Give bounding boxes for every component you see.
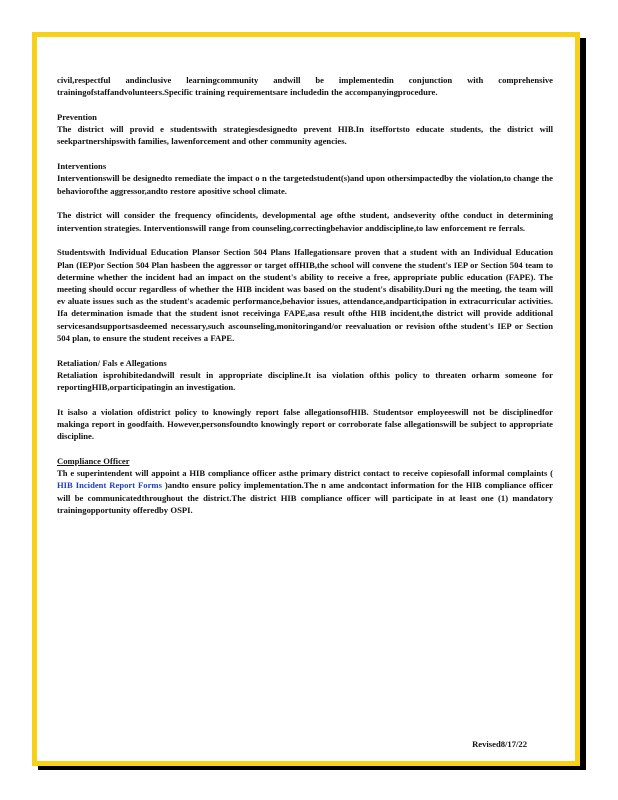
document-body: [57, 74, 553, 529]
page-frame: [32, 32, 580, 766]
retaliation-heading: Retaliation/ Fals e Allegations: [57, 357, 167, 368]
revised-date: Revised8/17/22: [472, 739, 527, 749]
prevention-section: [57, 111, 553, 148]
interventions-section: [57, 160, 553, 197]
intro-paragraph: civil,respectful andinclusive learningcommunity andwill be implementedin conjunction with comprehensive trainingofstaffandvolunteers.Specific training requirementsare includedin the accompanyingprocedure.: [57, 75, 553, 98]
interventions-strategies-paragraph: The district will consider the frequency ofincidents, developmental age ofthe student, andseverity ofthe conduct in determining intervention strategies. Interventionswill range from counseling,correctingbehavior anddiscipline,to law enforcement re ferrals.: [57, 210, 553, 233]
compliance-section: [57, 455, 553, 516]
interventions-heading: Interventions: [57, 161, 107, 172]
false-allegations-paragraph: It isalso a violation ofdistrict policy to knowingly report false allegationsofHIB. Studentsor employeeswill not be disciplinedfor makinga report in goodfaith. However,personsfoundto knowingly report or corroborate false allegationswill be subject to appropriate discipline.: [57, 406, 553, 442]
compliance-heading: Compliance Officer: [57, 456, 130, 467]
hib-incident-report-forms-link[interactable]: HIB Incident Report Forms: [57, 480, 162, 491]
retaliation-section: [57, 357, 553, 394]
compliance-text-after-link: )andto ensure policy implementation.The n ame andcontact information for the HIB compliance officer will be communicatedthroughout the district.The district HIB compliance officer will participate in at least one (1) mandatory trainingopportunity offeredby OSPI.: [57, 480, 553, 515]
compliance-text-before-link: Th e superintendent will appoint a HIB compliance officer asthe primary district contact to receive copiesofall informal complaints (: [57, 468, 553, 479]
iep-paragraph: Studentswith Individual Education Plansor Section 504 Plans Ifallegationsare proven that a student with an Individual Education Plan (IEP)or Section 504 Plan hasbeen the aggressor or target offHIB,the school will convene the student's IEP or Section 504 team to determine whether the incident had an impact on the student's ability to receive a free, appropriate public education (FAPE). The meeting should occur regardless of whether the HIB incident was based on the student's disability.Duri ng the meeting, the team will ev aluate issues such as the student's academic performance,behavior issues, attendance,andparticipation in extracurricular activities. Ifa determination ismade that the student isnot receivinga FAPE,asa result ofthe HIB incident,the district will provide additional servicesandsupportsasdeemed necessary,such ascounseling,monitoringand/or reevaluation or revision ofthe student's IEP or Section 504 plan, to ensure the student receives a FAPE.: [57, 247, 553, 343]
retaliation-text: Retaliation isprohibitedandwill result in appropriate discipline.It isa violation ofthis policy to threaten orharm someone for reportingHIB,orparticipatingin an investigation.: [57, 369, 553, 393]
prevention-text: The district will provid e studentswith strategiesdesignedto prevent HIB.In itseffortsto educate students, the district will seekpartnershipswith families, lawenforcement and other community agencies.: [57, 124, 553, 147]
prevention-heading: Prevention: [57, 112, 97, 122]
interventions-text: Interventionswill be designedto remediate the impact o n the targetedstudent(s)and upon othersimpactedby the violation,to change the behaviorofthe aggressor,andto restore apositive school climate.: [57, 173, 553, 196]
